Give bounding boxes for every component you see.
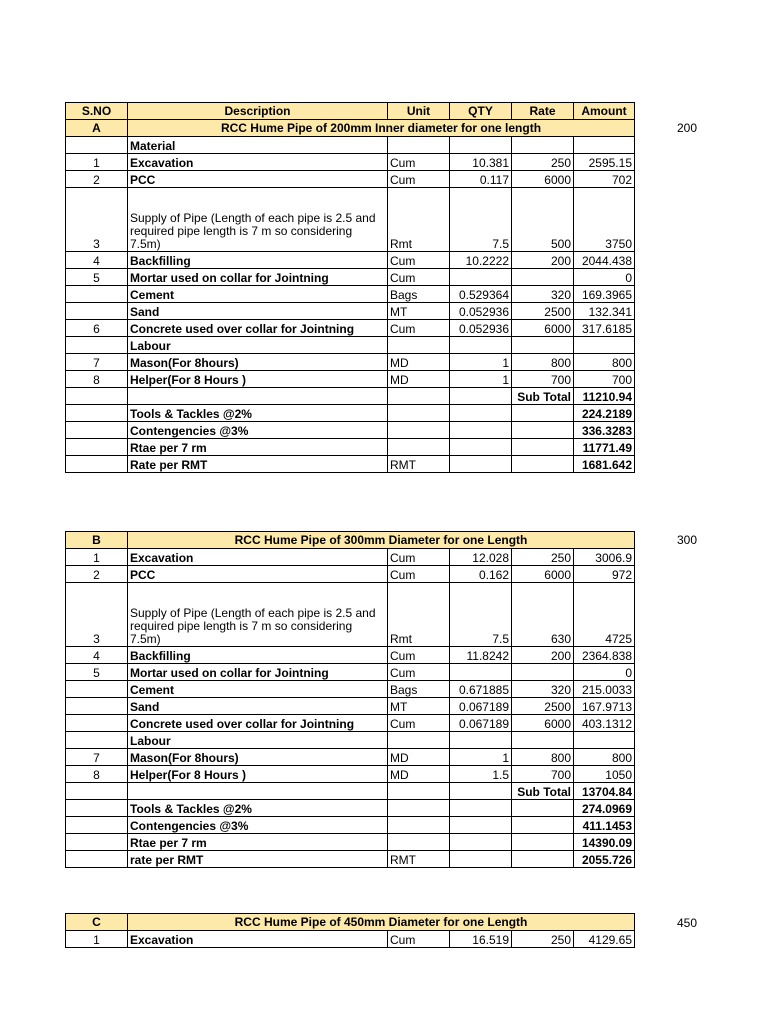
section-c-side-value: 450 [676,916,698,930]
unit-cell: Cum [388,171,450,188]
description-cell: PCC [128,171,388,188]
table-row [66,766,635,783]
table-row [66,388,635,405]
description-cell [128,783,388,800]
header-rate: Rate [512,103,574,120]
rate-cell: 630 [512,583,574,647]
amount-cell: 4129.65 [574,931,635,948]
qty-cell: 1 [450,371,512,388]
rate-cell [512,834,574,851]
unit-cell: Bags [388,286,450,303]
table-section-b [65,531,635,868]
description-cell: Helper(For 8 Hours ) [128,371,388,388]
amount-cell: 11210.94 [574,388,635,405]
sno-cell [66,137,128,154]
qty-cell: 1 [450,749,512,766]
rate-cell: 250 [512,154,574,171]
sno-cell [66,303,128,320]
rate-cell [512,439,574,456]
description-cell: Mason(For 8hours) [128,749,388,766]
sno-cell: 3 [66,188,128,252]
amount-cell: 3006.9 [574,549,635,566]
description-cell: Backfilling [128,647,388,664]
qty-cell: 7.5 [450,583,512,647]
qty-cell [450,834,512,851]
header-unit: Unit [388,103,450,120]
amount-cell [574,732,635,749]
table-body-b [66,532,635,868]
sno-cell: 1 [66,931,128,948]
qty-cell: 0.052936 [450,303,512,320]
sno-cell: 2 [66,566,128,583]
unit-cell: RMT [388,456,450,473]
description-cell: Rtae per 7 rm [128,439,388,456]
qty-cell [450,337,512,354]
rate-cell: 6000 [512,566,574,583]
description-cell: Supply of Pipe (Length of each pipe is 2.5 and required pipe length is 7 m so considering 7.5m) [128,583,388,647]
qty-cell: 7.5 [450,188,512,252]
unit-cell: Rmt [388,188,450,252]
table-row [66,252,635,269]
amount-cell: 224.2189 [574,405,635,422]
qty-cell: 0.067189 [450,715,512,732]
amount-cell: 2364.838 [574,647,635,664]
qty-cell [450,405,512,422]
unit-cell: Cum [388,269,450,286]
qty-cell [450,137,512,154]
section-a-side-value: 200 [676,121,698,135]
amount-cell: 13704.84 [574,783,635,800]
table-row [66,422,635,439]
amount-cell: 1681.642 [574,456,635,473]
amount-cell: 700 [574,371,635,388]
sno-cell [66,337,128,354]
sno-cell [66,681,128,698]
unit-cell: MD [388,354,450,371]
unit-cell [388,137,450,154]
unit-cell: Bags [388,681,450,698]
table-row [66,154,635,171]
sno-cell [66,456,128,473]
description-cell: Sand [128,303,388,320]
amount-cell: 972 [574,566,635,583]
sno-cell [66,817,128,834]
qty-cell [450,388,512,405]
description-cell: Rtae per 7 rm [128,834,388,851]
description-cell: Mortar used on collar for Jointning [128,269,388,286]
table-row [66,851,635,868]
rate-cell [512,337,574,354]
unit-cell: Cum [388,647,450,664]
amount-cell: 132.341 [574,303,635,320]
amount-cell: 0 [574,664,635,681]
amount-cell: 317.6185 [574,320,635,337]
description-cell: Helper(For 8 Hours ) [128,766,388,783]
qty-cell [450,439,512,456]
table-row [66,664,635,681]
description-cell: Excavation [128,931,388,948]
amount-cell: 2044.438 [574,252,635,269]
qty-cell: 0.052936 [450,320,512,337]
amount-cell: 2595.15 [574,154,635,171]
description-cell: Contengencies @3% [128,422,388,439]
description-cell: Sand [128,698,388,715]
amount-cell: 403.1312 [574,715,635,732]
table-row [66,137,635,154]
table-row [66,647,635,664]
amount-cell: 336.3283 [574,422,635,439]
table-row [66,749,635,766]
table-row [66,303,635,320]
table-row [66,715,635,732]
unit-cell: MD [388,371,450,388]
rate-cell [512,817,574,834]
qty-cell [450,817,512,834]
table-row [66,337,635,354]
header-description: Description [128,103,388,120]
rate-cell: 800 [512,749,574,766]
description-cell: Excavation [128,549,388,566]
sno-cell [66,800,128,817]
amount-cell [574,137,635,154]
table-row [66,456,635,473]
sno-cell: 4 [66,647,128,664]
unit-cell [388,337,450,354]
description-cell: rate per RMT [128,851,388,868]
table-body-a [66,103,635,473]
table-row [66,371,635,388]
section-title-row [66,914,635,931]
sno-cell [66,851,128,868]
qty-cell: 0.671885 [450,681,512,698]
sno-cell [66,698,128,715]
amount-cell: 11771.49 [574,439,635,456]
unit-cell [388,800,450,817]
description-cell: Labour [128,732,388,749]
rate-cell [512,800,574,817]
unit-cell [388,388,450,405]
table-body-c [66,914,635,948]
rate-cell: 700 [512,766,574,783]
sno-cell [66,732,128,749]
rate-cell [512,456,574,473]
table-row [66,817,635,834]
table-row [66,354,635,371]
header-qty: QTY [450,103,512,120]
description-cell: Mason(For 8hours) [128,354,388,371]
qty-cell: 10.381 [450,154,512,171]
rate-cell [512,405,574,422]
description-cell: Mortar used on collar for Jointning [128,664,388,681]
sno-cell: 8 [66,766,128,783]
sno-cell: 5 [66,664,128,681]
rate-cell [512,851,574,868]
section-title-row [66,120,635,137]
sno-cell [66,439,128,456]
section-title: RCC Hume Pipe of 300mm Diameter for one Length [128,532,635,549]
amount-cell: 411.1453 [574,817,635,834]
rate-cell: 320 [512,286,574,303]
qty-cell: 16.519 [450,931,512,948]
unit-cell [388,405,450,422]
unit-cell: Cum [388,664,450,681]
qty-cell [450,422,512,439]
rate-cell: 700 [512,371,574,388]
section-title: RCC Hume Pipe of 200mm Inner diameter for one length [128,120,635,137]
rate-cell [512,137,574,154]
qty-cell: 0.117 [450,171,512,188]
description-cell: Tools & Tackles @2% [128,405,388,422]
description-cell: Concrete used over collar for Jointning [128,715,388,732]
sno-cell [66,783,128,800]
description-cell: Labour [128,337,388,354]
description-cell: Excavation [128,154,388,171]
section-title: RCC Hume Pipe of 450mm Diameter for one Length [128,914,635,931]
rate-cell: 2500 [512,303,574,320]
sno-cell: 7 [66,749,128,766]
description-cell: Contengencies @3% [128,817,388,834]
table-row [66,783,635,800]
table-row [66,439,635,456]
section-label: B [66,532,128,549]
unit-cell: Cum [388,252,450,269]
table-row [66,834,635,851]
rate-cell: 320 [512,681,574,698]
rate-cell: 200 [512,252,574,269]
unit-cell: Cum [388,931,450,948]
sno-cell [66,834,128,851]
qty-cell: 1 [450,354,512,371]
sno-cell: 2 [66,171,128,188]
description-cell: Rate per RMT [128,456,388,473]
table-section-c [65,913,635,948]
description-cell: Cement [128,681,388,698]
unit-cell: Cum [388,154,450,171]
rate-cell: Sub Total [512,388,574,405]
rate-cell: Sub Total [512,783,574,800]
qty-cell [450,800,512,817]
rate-cell: 250 [512,549,574,566]
sno-cell: 6 [66,320,128,337]
rate-cell [512,269,574,286]
unit-cell: MT [388,303,450,320]
sno-cell: 5 [66,269,128,286]
amount-cell: 1050 [574,766,635,783]
qty-cell [450,456,512,473]
sno-cell: 7 [66,354,128,371]
table-row [66,171,635,188]
rate-cell: 6000 [512,171,574,188]
unit-cell [388,817,450,834]
unit-cell: Cum [388,715,450,732]
table-row [66,188,635,252]
unit-cell [388,834,450,851]
header-sno: S.NO [66,103,128,120]
amount-cell: 2055.726 [574,851,635,868]
qty-cell [450,851,512,868]
table-row [66,583,635,647]
qty-cell [450,732,512,749]
table-section-a [65,102,635,473]
qty-cell: 0.067189 [450,698,512,715]
description-cell: Concrete used over collar for Jointning [128,320,388,337]
unit-cell [388,422,450,439]
amount-cell: 800 [574,749,635,766]
section-b-side-value: 300 [676,533,698,547]
table-row [66,320,635,337]
sno-cell: 1 [66,549,128,566]
qty-cell [450,664,512,681]
unit-cell: Rmt [388,583,450,647]
unit-cell [388,732,450,749]
section-label: C [66,914,128,931]
unit-cell [388,439,450,456]
qty-cell: 10.2222 [450,252,512,269]
sno-cell [66,422,128,439]
section-label: A [66,120,128,137]
qty-cell: 12.028 [450,549,512,566]
description-cell: Supply of Pipe (Length of each pipe is 2.5 and required pipe length is 7 m so considering 7.5m) [128,188,388,252]
rate-cell [512,732,574,749]
unit-cell: MT [388,698,450,715]
sno-cell [66,405,128,422]
amount-cell: 169.3965 [574,286,635,303]
section-title-row [66,532,635,549]
rate-cell [512,664,574,681]
unit-cell: MD [388,749,450,766]
description-cell: PCC [128,566,388,583]
sno-cell: 4 [66,252,128,269]
rate-cell: 6000 [512,320,574,337]
description-cell: Cement [128,286,388,303]
sno-cell [66,715,128,732]
table-row [66,681,635,698]
rate-cell: 200 [512,647,574,664]
rate-cell [512,422,574,439]
rate-cell: 2500 [512,698,574,715]
table-row [66,549,635,566]
description-cell: Backfilling [128,252,388,269]
table-row [66,269,635,286]
sno-cell: 1 [66,154,128,171]
table-row [66,405,635,422]
sno-cell: 3 [66,583,128,647]
qty-cell [450,269,512,286]
unit-cell [388,783,450,800]
unit-cell: RMT [388,851,450,868]
header-amount: Amount [574,103,635,120]
rate-cell: 500 [512,188,574,252]
amount-cell: 4725 [574,583,635,647]
description-cell [128,388,388,405]
amount-cell: 167.9713 [574,698,635,715]
header-row [66,103,635,120]
qty-cell: 1.5 [450,766,512,783]
amount-cell: 274.0969 [574,800,635,817]
unit-cell: Cum [388,320,450,337]
table-row [66,698,635,715]
unit-cell: Cum [388,549,450,566]
amount-cell: 215.0033 [574,681,635,698]
table-row [66,286,635,303]
table-row [66,566,635,583]
amount-cell: 14390.09 [574,834,635,851]
table-row [66,732,635,749]
rate-cell: 800 [512,354,574,371]
qty-cell: 0.162 [450,566,512,583]
amount-cell: 0 [574,269,635,286]
table-row [66,800,635,817]
amount-cell: 3750 [574,188,635,252]
amount-cell: 702 [574,171,635,188]
description-cell: Tools & Tackles @2% [128,800,388,817]
sno-cell: 8 [66,371,128,388]
qty-cell: 11.8242 [450,647,512,664]
unit-cell: Cum [388,566,450,583]
amount-cell [574,337,635,354]
qty-cell: 0.529364 [450,286,512,303]
rate-cell: 6000 [512,715,574,732]
description-cell: Material [128,137,388,154]
rate-cell: 250 [512,931,574,948]
qty-cell [450,783,512,800]
unit-cell: MD [388,766,450,783]
amount-cell: 800 [574,354,635,371]
sno-cell [66,286,128,303]
table-row [66,931,635,948]
sno-cell [66,388,128,405]
